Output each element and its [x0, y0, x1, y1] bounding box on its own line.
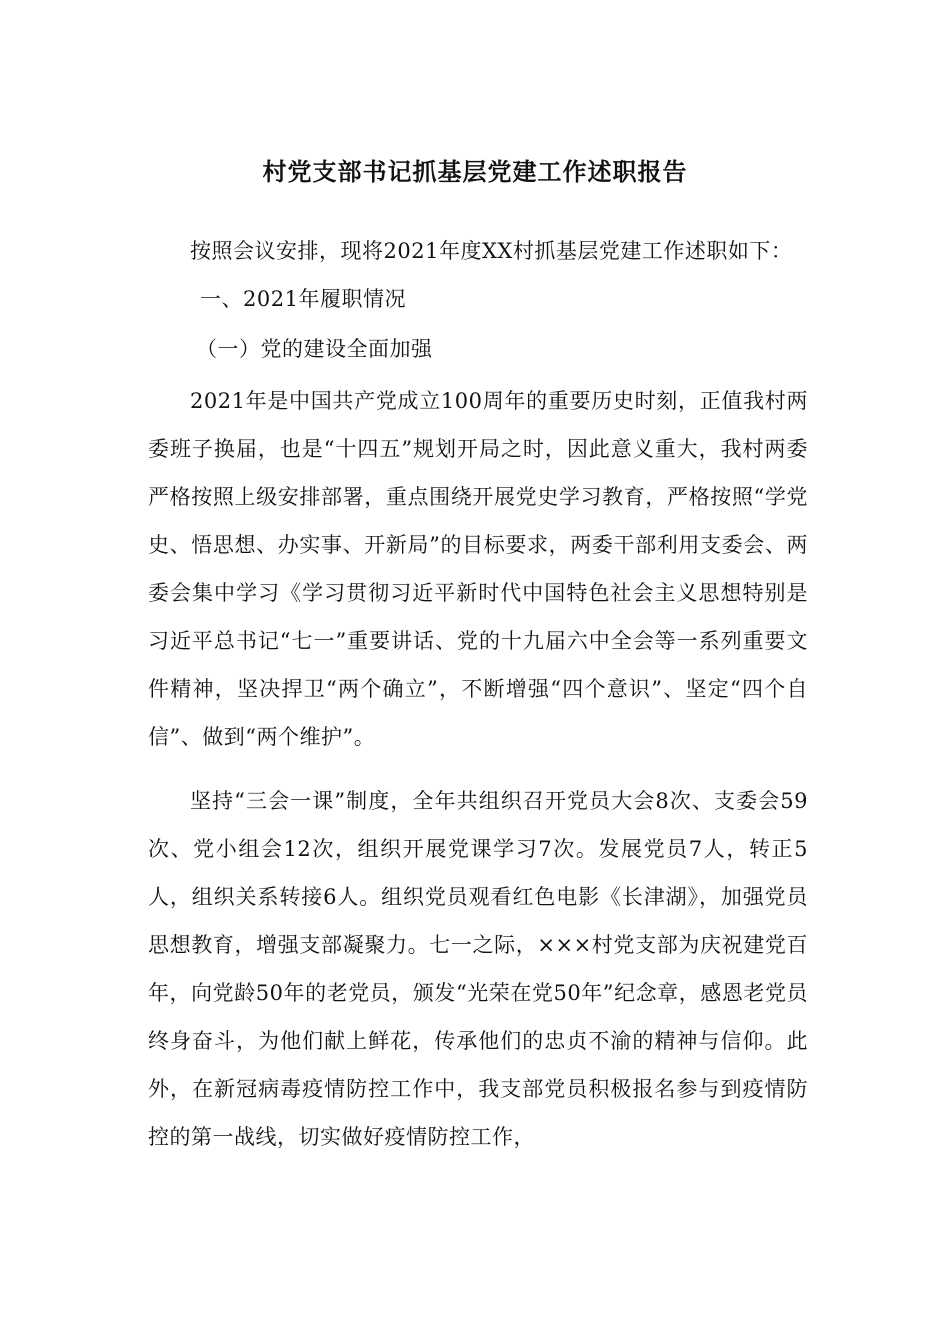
- intro-paragraph: 按照会议安排，现将2021年度XX村抓基层党建工作述职如下：: [190, 239, 793, 263]
- body-paragraph-2: 坚持“三会一课”制度，全年共组织召开党员大会8次、支委会59次、党小组会12次，组织开展党课学习7次。发展党员7人，转正5人，组织关系转接6人。组织党员观看红色电影《长津湖》，加强党员思想教育，增强支部凝聚力。七一之际，×××村党支部为庆祝建党百年，向党龄50年的老党员，颁发“光荣在党50年”纪念章，感恩老党员终身奋斗，为他们献上鲜花，传承他们的忠贞不渝的精神与信仰。此外，在新冠病毒疫情防控工作中，我支部党员积极报名参与到疫情防控的第一战线，切实做好疫情防控工作，: [148, 789, 808, 1149]
- body-paragraph-1: 2021年是中国共产党成立100周年的重要历史时刻，正值我村两委班子换届，也是“十四五”规划开局之时，因此意义重大，我村两委严格按照上级安排部署，重点围绕开展党史学习教育，严格按照“学党史、悟思想、办实事、开新局”的目标要求，两委干部利用支委会、两委会集中学习《学习贯彻习近平新时代中国特色社会主义思想特别是习近平总书记“七一”重要讲话、党的十九届六中全会等一系列重要文件精神，坚决捍卫“两个确立”，不断增强“四个意识”、坚定“四个自信”、做到“两个维护”。: [148, 389, 808, 749]
- document-title: 村党支部书记抓基层党建工作述职报告: [262, 158, 688, 186]
- section-heading: 一、2021年履职情况: [200, 287, 406, 311]
- subsection-heading: （一）党的建设全面加强: [196, 337, 433, 361]
